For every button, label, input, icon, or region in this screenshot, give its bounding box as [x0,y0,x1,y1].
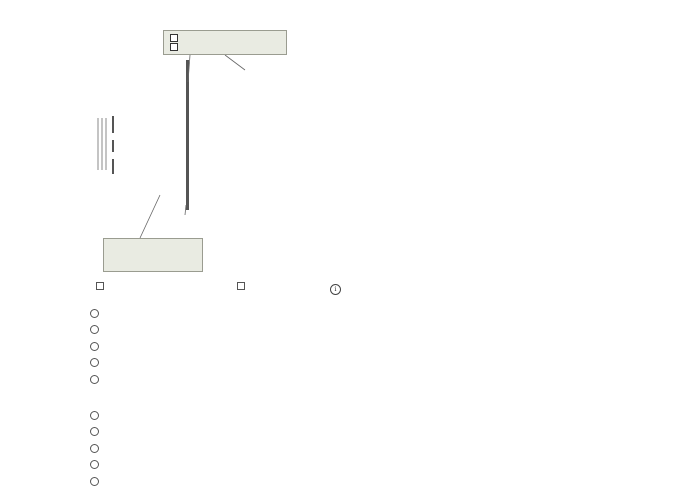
qa-option-increases[interactable] [90,305,684,322]
question-a [84,304,684,388]
radio-icon[interactable] [90,411,99,420]
radio-icon[interactable] [90,427,99,436]
qa-option-same[interactable] [90,338,684,355]
radio-icon[interactable] [90,477,99,486]
info-icon[interactable]: i [330,284,341,295]
callout-max-region [163,30,287,55]
qb-option-increases[interactable] [90,407,684,424]
qa-option-depends[interactable] [90,355,684,372]
callout-constructive [103,238,203,272]
incident-wavefronts [98,118,106,170]
expand-icon[interactable] [237,282,245,290]
qa-option-decreases[interactable] [90,322,684,339]
radio-icon[interactable] [90,325,99,334]
square-icon [170,34,178,42]
qb-option-depends[interactable] [90,457,684,474]
zoom-icon[interactable] [96,282,104,290]
radio-icon[interactable] [90,460,99,469]
qb-option-decreases[interactable] [90,424,684,441]
radio-icon[interactable] [90,309,99,318]
radio-icon[interactable] [90,444,99,453]
radio-icon[interactable] [90,358,99,367]
viewing-screen [186,60,189,210]
radio-icon[interactable] [90,342,99,351]
radio-icon[interactable] [90,375,99,384]
qb-option-same[interactable] [90,440,684,457]
qa-option-more-info[interactable] [90,371,684,388]
question-b [84,406,684,490]
qb-option-more-info[interactable] [90,473,684,490]
square-icon [170,43,178,51]
